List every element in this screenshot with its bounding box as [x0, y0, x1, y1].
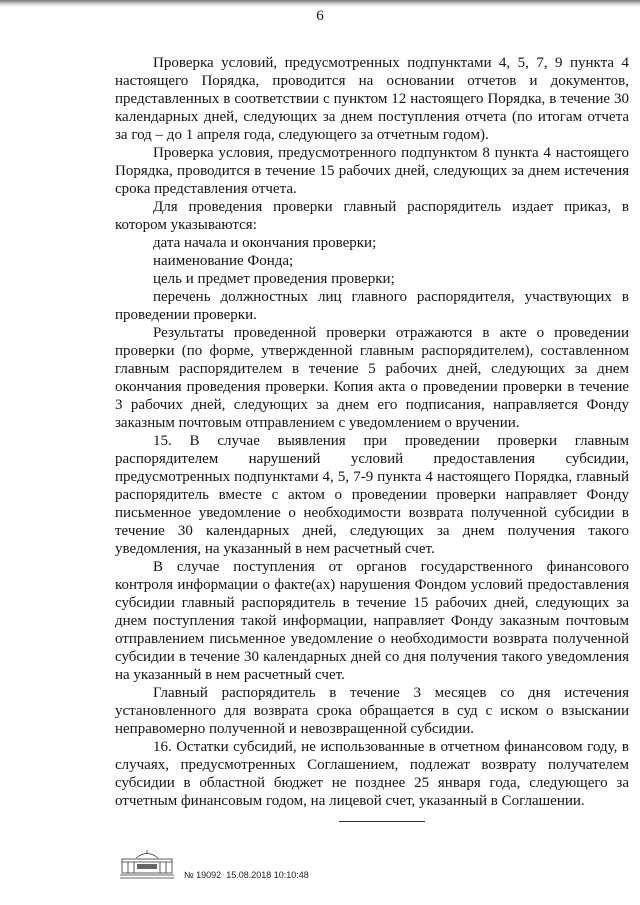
- paragraph-order-issued: Для проведения проверки главный распорядитель издает приказ, в котором указываются:: [115, 199, 629, 233]
- list-item: перечень должностных лиц главного распорядителя, участвующих в проведении проверки.: [115, 289, 629, 323]
- paragraph-results: Результаты проведенной проверки отражаются в акте о проведении проверки (по форме, утвержденной главным распорядителем), составленном главным распорядителем в течение 5 рабочих дней, следующих за днем окончания проведения проверки. Копия акта о проведении проверки в течение 3 рабочих дней, следующих за днем его подписания, направляется Фонду заказным почтовым отправлением с уведомлением о вручении.: [115, 325, 629, 431]
- document-number: № 19092: [184, 870, 222, 880]
- paragraph-16: 16. Остатки субсидий, не использованные в отчетном финансовом году, в случаях, предусмотренных Соглашением, подлежат возврату получателем субсидии в областной бюджет не позднее 25 января года, следующего за отчетным финансовым годом, на лицевой счет, указанный в Соглашении.: [115, 739, 629, 809]
- scan-edge: [0, 0, 640, 7]
- list-item: дата начала и окончания проверки;: [153, 235, 377, 251]
- document-body: [115, 54, 629, 810]
- list-item: цель и предмет проведения проверки;: [153, 271, 395, 287]
- end-separator-line: [339, 821, 425, 822]
- paragraph-check-conditions: Проверка условий, предусмотренных подпунктами 4, 5, 7, 9 пункта 4 настоящего Порядка, проводится на основании отчетов и документов, представленных в соответствии с пунктом 12 настоящего Порядка, в течение 30 календарных дней, следующих за днем поступления отчета (по итогам отчета за год – до 1 апреля года, следующего за отчетным годом).: [115, 55, 629, 143]
- page-number: 6: [316, 8, 324, 24]
- paragraph-check-condition-8: Проверка условия, предусмотренного подпунктом 8 пункта 4 настоящего Порядка, проводится в течение 15 рабочих дней, следующих за днем истечения срока представления отчета.: [115, 145, 629, 197]
- paragraph-court: Главный распорядитель в течение 3 месяцев со дня истечения установленного для возврата срока обращается в суд с иском о взыскании неправомерно полученной и невозвращенной субсидии.: [115, 685, 629, 737]
- registration-datetime: 15.08.2018 10:10:48: [226, 870, 309, 880]
- paragraph-15: 15. В случае выявления при проведении проверки главным распорядителем нарушений условий предоставления субсидии, предусмотренных подпунктами 4, 5, 7-9 пункта 4 настоящего Порядка, главный распорядитель вместе с актом о проведении проверки направляет Фонду письменное уведомление о необходимости возврата полученной субсидии в течение 30 календарных дней, следующих за днем получения такого уведомления, на указанный в нем расчетный счет.: [115, 433, 629, 557]
- registry-stamp-icon: [116, 850, 178, 880]
- registration-footer: [184, 870, 309, 880]
- paragraph-control-info: В случае поступления от органов государственного финансового контроля информации о факте(ах) нарушения Фондом условий предоставления субсидии главный распорядитель в течение 15 рабочих дней, следующих за днем поступления такой информации, направляет Фонду заказным почтовым отправлением письменное уведомление о необходимости возврата полученной субсидии в течение 30 календарных дней со дня получения такого уведомления на указанный в нем расчетный счет.: [115, 559, 629, 683]
- list-item: наименование Фонда;: [153, 253, 294, 269]
